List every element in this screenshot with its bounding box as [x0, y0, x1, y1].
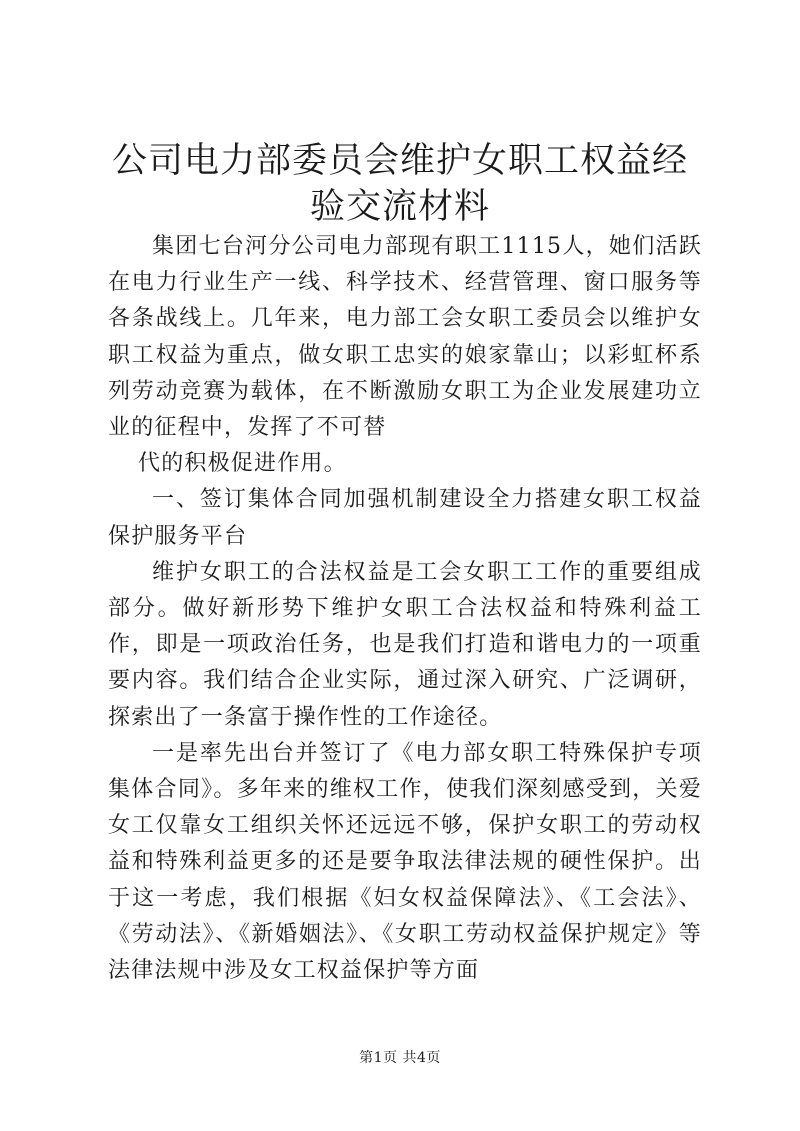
page-footer: 第1页 共4页: [359, 1050, 441, 1066]
document-body: [108, 229, 702, 989]
section-heading-1: 一、签订集体合同加强机制建设全力搭建女职工权益保护服务平台: [108, 487, 702, 549]
paragraph-intro-continued: 代的积极促进作用。: [138, 451, 347, 477]
paragraph-intro: 集团七台河分公司电力部现有职工1115人，她们活跃在电力行业生产一线、科学技术、经营管理、窗口服务等各条战线上。几年来，电力部工会女职工委员会以维护女职工权益为重点，做女职工忠实的娘家靠山；以彩虹杯系列劳动竞赛为载体，在不断激励女职工为企业发展建功立业的征程中，发挥了不可替: [108, 234, 702, 441]
paragraph-first-measure: 一是率先出台并签订了《电力部女职工特殊保护专项集体合同》。多年来的维权工作，使我们深刻感受到，关爱女工仅靠女工组织关怀还远远不够，保护女职工的劳动权益和特殊利益更多的还是要争取法律法规的硬性保护。出于这一考虑，我们根据《妇女权益保障法》、《工会法》、《劳动法》、《新婚姻法》、《女职工劳动权益保护规定》等法律法规中涉及女工权益保护等方面: [108, 740, 702, 984]
paragraph-section-1: 维护女职工的合法权益是工会女职工工作的重要组成部分。做好新形势下维护女职工合法权益和特殊利益工作，即是一项政治任务，也是我们打造和谐电力的一项重要内容。我们结合企业实际，通过深入研究、广泛调研，探索出了一条富于操作性的工作途径。: [108, 559, 702, 730]
document-title: 公司电力部委员会维护女职工权益经验交流材料: [111, 141, 688, 227]
